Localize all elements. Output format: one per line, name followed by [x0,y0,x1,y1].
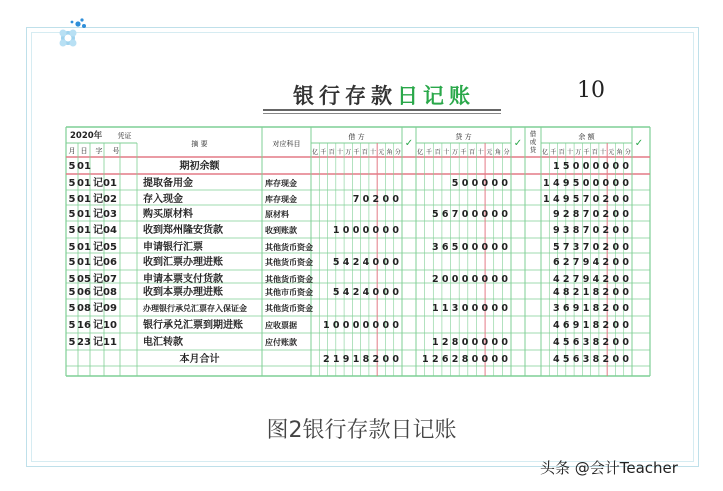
row-balance: 5 7 3 7 0 2 0 0 [552,242,629,253]
row-summary: 购买原材料 [143,209,193,220]
balance-digit-label: 十 [566,149,573,156]
debit-digit-label: 百 [328,149,335,156]
balance-digit-label: 千 [550,149,557,156]
balance-digit-label: 亿 [542,149,549,156]
row-credit: 1 1 3 0 0 0 0 0 [431,303,508,314]
credit-digit-label: 角 [495,149,502,156]
row-voucher: 记07 [93,274,117,285]
debit-digit-label: 百 [361,149,368,156]
debit-header: 借 方 [348,133,365,141]
row-day: 05 [77,274,91,285]
row-month: 5 [68,161,76,172]
row-voucher: 记10 [93,320,117,331]
row-credit: 1 2 6 2 8 0 0 0 0 [422,354,508,365]
debit-digit-label: 元 [378,149,385,156]
balance-digit-label: 元 [608,149,615,156]
direction-header: 贷 [529,146,537,154]
row-voucher: 记01 [93,178,117,189]
row-debit: 2 1 9 1 8 2 0 0 [322,354,399,365]
check-header-icon: ✓ [404,138,414,149]
credit-digit-label: 千 [425,149,432,156]
day-header: 日 [80,147,88,155]
row-balance: 4 8 2 1 8 2 0 0 [552,287,629,298]
row-balance: 4 5 6 3 8 2 0 0 [552,337,629,348]
row-voucher: 记02 [93,194,117,205]
row-summary: 电汇转款 [143,337,183,348]
row-account: 原材料 [265,210,289,219]
row-account: 其他货币资金 [265,275,313,284]
row-summary: 收到汇票办理进账 [143,257,223,268]
row-voucher: 记11 [93,337,117,348]
row-day: 16 [77,320,91,331]
row-day: 01 [77,225,91,236]
credit-digit-label: 千 [460,149,467,156]
debit-digit-label: 分 [394,149,401,156]
row-summary: 申请本票支付货款 [143,274,223,285]
row-voucher: 记06 [93,257,117,268]
month-header: 月 [68,147,76,155]
debit-digit-label: 十 [336,149,343,156]
row-debit: 1 0 0 0 0 0 0 0 [322,320,399,331]
credit-digit-label: 百 [434,149,441,156]
year-header: 2020年 [70,131,103,141]
row-day: 08 [77,303,91,314]
row-month: 5 [68,320,76,331]
row-balance: 4 2 7 9 4 2 0 0 [552,274,629,285]
row-balance: 4 5 6 3 8 2 0 0 [552,354,629,365]
row-month: 5 [68,337,76,348]
credit-digit-label: 万 [451,149,458,156]
row-account: 应付账款 [265,338,297,347]
page-number: 10 [577,78,605,103]
row-voucher: 记09 [93,303,117,314]
row-debit: 5 4 2 4 0 0 0 [332,287,399,298]
balance-digit-label: 角 [616,149,623,156]
row-summary: 本月合计 [179,354,220,365]
direction-header: 或 [529,138,537,146]
row-day: 01 [77,161,91,172]
row-summary: 提取备用金 [143,178,193,189]
row-month: 5 [68,242,76,253]
row-day: 01 [77,194,91,205]
row-summary: 收到本票办理进账 [143,287,223,298]
balance-digit-label: 百 [558,149,565,156]
row-account: 应收票据 [265,321,297,330]
debit-digit-label: 千 [320,149,327,156]
row-summary: 申请银行汇票 [143,242,203,253]
row-account: 库存现金 [265,195,297,204]
row-credit: 5 6 7 0 0 0 0 0 [431,209,508,220]
debit-digit-label: 万 [345,149,352,156]
balance-digit-label: 百 [591,149,598,156]
row-voucher: 记08 [93,287,117,298]
row-account: 收到账款 [265,226,297,235]
title-black: 银行存款 [293,83,397,108]
title-green: 日记账 [397,83,475,108]
row-balance: 1 5 0 0 0 0 0 0 [552,161,629,172]
row-account: 其他市币资金 [265,288,313,297]
row-day: 01 [77,209,91,220]
credit-digit-label: 元 [486,149,493,156]
row-credit: 3 6 5 0 0 0 0 0 [431,242,508,253]
row-account: 其他货币资金 [265,304,313,313]
zi-header: 字 [95,147,103,155]
row-voucher: 记04 [93,225,117,236]
row-summary: 银行承兑汇票到期进账 [143,320,243,331]
row-day: 06 [77,287,91,298]
row-voucher: 记05 [93,242,117,253]
row-day: 01 [77,242,91,253]
row-month: 5 [68,194,76,205]
row-summary: 收到郑州隆安货款 [143,225,223,236]
row-debit: 1 0 0 0 0 0 0 [332,225,399,236]
row-summary: 存入现金 [143,194,183,205]
debit-digit-label: 角 [386,149,393,156]
row-account: 其他货币资金 [265,243,313,252]
balance-header: 余 额 [578,133,595,141]
row-balance: 6 2 7 9 4 2 0 0 [552,257,629,268]
credit-digit-label: 亿 [417,149,424,156]
row-summary: 期初余额 [179,161,220,172]
row-credit: 2 0 0 0 0 0 0 0 [431,274,508,285]
row-day: 01 [77,257,91,268]
credit-digit-label: 百 [469,149,476,156]
summary-header: 摘 要 [191,140,208,148]
row-account: 库存现金 [265,179,297,188]
row-voucher: 记03 [93,209,117,220]
row-month: 5 [68,257,76,268]
row-month: 5 [68,303,76,314]
row-summary: 办理银行承兑汇票存入保证金 [143,304,247,313]
debit-digit-label: 亿 [312,149,319,156]
row-month: 5 [68,209,76,220]
debit-digit-label: 千 [353,149,360,156]
check-header-icon: ✓ [634,138,644,149]
row-balance: 3 6 9 1 8 2 0 0 [552,303,629,314]
credit-digit-label: 分 [503,149,510,156]
check-header-icon: ✓ [513,138,523,149]
voucher-header: 凭证 [117,132,132,140]
row-balance: 1 4 9 5 7 0 2 0 0 [543,194,629,205]
hao-header: 号 [112,147,120,155]
row-credit: 5 0 0 0 0 0 [451,178,508,189]
direction-header: 借 [529,130,537,138]
row-balance: 4 6 9 1 8 2 0 0 [552,320,629,331]
balance-digit-label: 千 [583,149,590,156]
row-debit: 7 0 2 0 0 [352,194,399,205]
row-month: 5 [68,274,76,285]
row-balance: 9 3 8 7 0 2 0 0 [552,225,629,236]
account-header: 对应科目 [272,140,301,148]
balance-digit-label: 分 [624,149,631,156]
credit-digit-label: 十 [477,149,484,156]
row-account: 其他货币资金 [265,258,313,267]
row-balance: 9 2 8 7 0 2 0 0 [552,209,629,220]
row-debit: 5 4 2 4 0 0 0 [332,257,399,268]
row-balance: 1 4 9 5 0 0 0 0 0 [543,178,629,189]
credit-header: 贷 方 [455,133,472,141]
balance-digit-label: 万 [575,149,582,156]
watermark: 头条 @会计Teacher [540,459,678,477]
row-month: 5 [68,178,76,189]
figure-caption: 图2银行存款日记账 [266,418,457,443]
debit-digit-label: 十 [370,149,377,156]
row-month: 5 [68,225,76,236]
row-credit: 1 2 8 0 0 0 0 0 [431,337,508,348]
row-day: 01 [77,178,91,189]
balance-digit-label: 十 [600,149,607,156]
row-month: 5 [68,287,76,298]
credit-digit-label: 十 [443,149,450,156]
row-day: 23 [77,337,91,348]
